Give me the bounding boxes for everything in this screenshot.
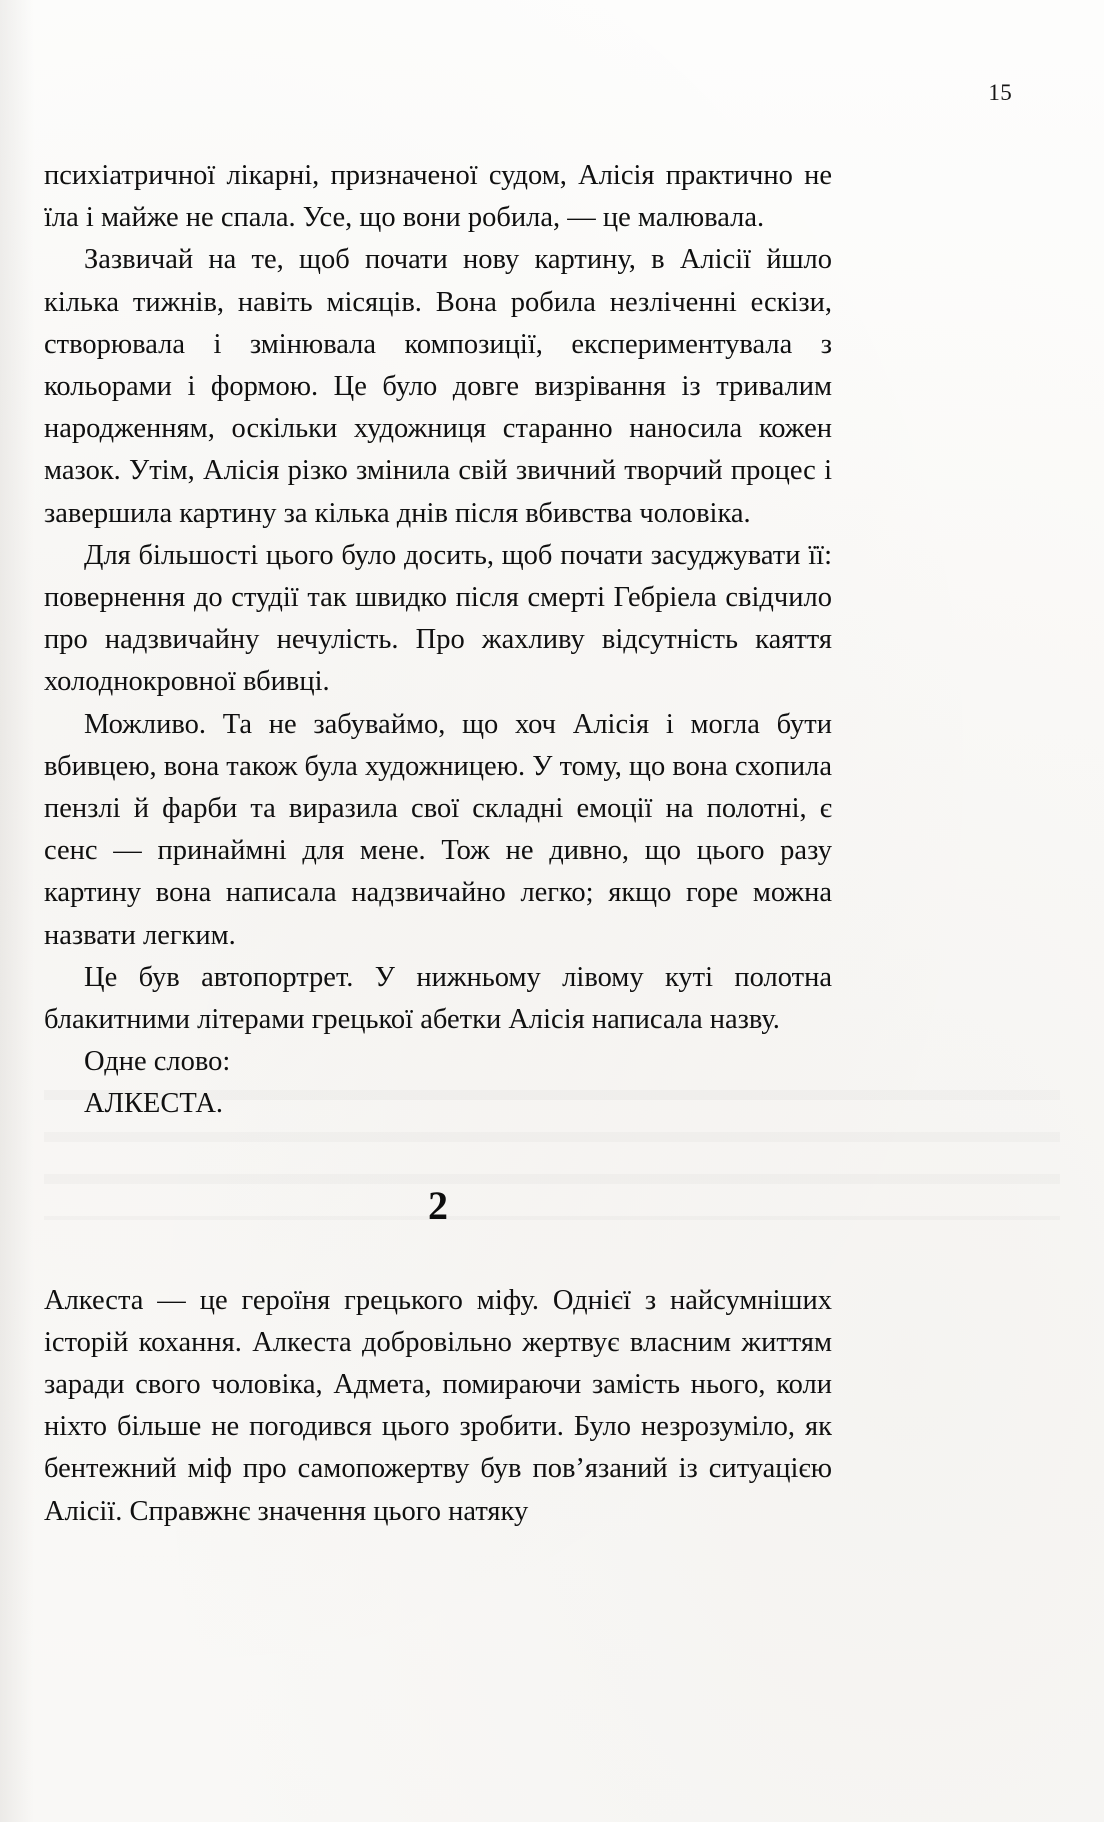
paragraph: Алкеста — це героїня грецького міфу. Однієї з найсумніших історій кохання. Алкеста добровільно жертвує власним життям заради свого чоловіка, Адмета, помираючи замість нього, коли ніхто більше не погодився цього зробити. Було незрозуміло, як бентежний міф про самопожертву був пов’язаний із ситуацією Алісії. Справжнє значення цього натяку — [44, 1284, 832, 1527]
paragraph: психіатричної лікарні, призначеної судом, Алісія практично не їла і майже не спала. Усе, що вони робила, — це малювала. — [44, 160, 832, 234]
chapter-number: 2 — [428, 1182, 448, 1228]
body-text — [44, 155, 832, 1533]
paragraph: Зазвичай на те, щоб почати нову картину, в Алісії йшло кілька тижнів, навіть місяців. Вона робила незліченні ескізи, створювала і змінювала композиції, експериментувала з кольорами і формою. Це було довге визрівання із тривалим народженням, оскільки художниця старанно наносила кожен мазок. Утім, Алісія різко змінила свій звичний творчий процес і завершила картину за кілька днів після вбивства чоловіка. — [44, 244, 832, 529]
paragraph: АЛКЕСТА. — [84, 1088, 224, 1120]
paragraph: Для більшості цього було досить, щоб почати засуджувати її: повернення до студії так швидко після смерті Гебріела свідчило про надзвичайну нечулість. Про жахливу відсутність каяття холоднокровної вбивці. — [44, 539, 832, 698]
paragraph: Це був автопортрет. У нижньому лівому куті полотна блакитними літерами грецької абетки Алісія написала назву. — [44, 961, 832, 1036]
page-number: 15 — [988, 80, 1012, 105]
paragraph: Можливо. Та не забуваймо, що хоч Алісія і могла бути вбивцею, вона також була художницею. У тому, що вона схопила пензлі й фарби та виразила свої складні емоції на полотні, є сенс — принаймні для мене. Тож не дивно, що цього разу картину вона написала надзвичайно легко; якщо горе можна назвати легким. — [44, 708, 832, 951]
paragraph: Одне слово: — [84, 1046, 231, 1078]
